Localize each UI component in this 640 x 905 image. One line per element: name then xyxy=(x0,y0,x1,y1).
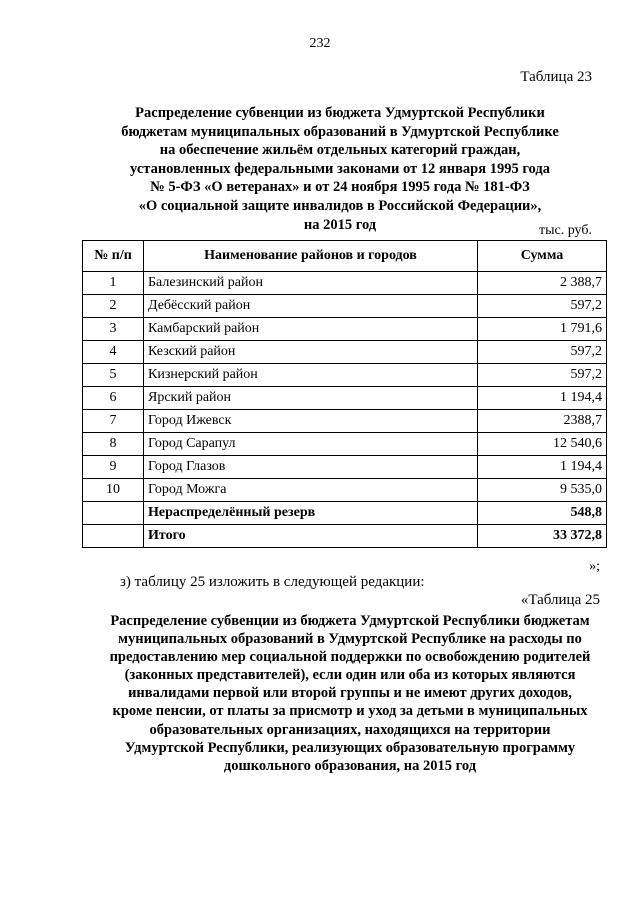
row-sum: 2388,7 xyxy=(478,410,607,433)
row-sum: 1 194,4 xyxy=(478,456,607,479)
closing-quote: »; xyxy=(589,559,600,574)
row-num-empty xyxy=(83,502,144,525)
header-sum: Сумма xyxy=(478,241,607,272)
row-num: 1 xyxy=(83,272,144,295)
row-sum: 2 388,7 xyxy=(478,272,607,295)
table-row xyxy=(83,387,607,410)
row-name: Город Сарапул xyxy=(144,433,478,456)
table-row xyxy=(83,318,607,341)
row-name: Город Можга xyxy=(144,479,478,502)
title2-line: образовательных организациях, находящихся на территории xyxy=(149,721,551,738)
row-sum: 597,2 xyxy=(478,364,607,387)
row-name: Камбарский район xyxy=(144,318,478,341)
table-row xyxy=(83,479,607,502)
table25-title xyxy=(80,612,620,775)
table-row xyxy=(83,364,607,387)
row-num: 7 xyxy=(83,410,144,433)
title-line: № 5-ФЗ «О ветеранах» и от 24 ноября 1995 года № 181-ФЗ xyxy=(150,179,530,196)
row-num-empty xyxy=(83,525,144,548)
header-name: Наименование районов и городов xyxy=(144,241,478,272)
subvention-table xyxy=(82,240,607,548)
table-header-row xyxy=(83,241,607,272)
row-sum: 1 194,4 xyxy=(478,387,607,410)
title2-line: предоставлению мер социальной поддержки по освобождению родителей xyxy=(109,649,591,666)
title2-line: Удмуртской Республики, реализующих образовательную программу xyxy=(124,739,576,756)
row-sum: 597,2 xyxy=(478,295,607,318)
title-line: на обеспечение жильём отдельных категорий граждан, xyxy=(159,142,521,159)
title-line: установленных федеральными законами от 12 января 1995 года xyxy=(130,160,550,177)
title-line: на 2015 год xyxy=(303,216,377,233)
row-name: Ярский район xyxy=(144,387,478,410)
row-name: Кезский район xyxy=(144,341,478,364)
row-num: 8 xyxy=(83,433,144,456)
title2-line: (законных представителей), если один или оба из которых являются xyxy=(124,667,576,684)
table-row xyxy=(83,433,607,456)
row-sum: 9 535,0 xyxy=(478,479,607,502)
row-name: Балезинский район xyxy=(144,272,478,295)
units-label: тыс. руб. xyxy=(539,223,592,238)
page-number: 232 xyxy=(309,36,331,51)
title2-line: Распределение субвенции из бюджета Удмуртской Республики бюджетам xyxy=(110,613,590,629)
table-label: Таблица 23 xyxy=(520,69,592,85)
document-title xyxy=(80,104,600,234)
row-num: 5 xyxy=(83,364,144,387)
title2-line: муниципальных образований в Удмуртской Республике на расходы по xyxy=(118,631,582,648)
title2-line: инвалидами первой или второй группы и не имеют других доходов, xyxy=(128,685,572,702)
table-row xyxy=(83,295,607,318)
reserve-sum: 548,8 xyxy=(478,502,607,525)
row-num: 6 xyxy=(83,387,144,410)
reserve-name: Нераспределённый резерв xyxy=(144,502,478,525)
title2-line: кроме пенсии, от платы за присмотр и уход за детьми в муниципальных xyxy=(112,703,588,720)
row-sum: 1 791,6 xyxy=(478,318,607,341)
row-num: 9 xyxy=(83,456,144,479)
reserve-row xyxy=(83,502,607,525)
table-row xyxy=(83,410,607,433)
row-num: 3 xyxy=(83,318,144,341)
title2-line: дошкольного образования, на 2015 год xyxy=(223,757,477,774)
row-name: Кизнерский район xyxy=(144,364,478,387)
table-row xyxy=(83,272,607,295)
row-name: Город Глазов xyxy=(144,456,478,479)
row-num: 4 xyxy=(83,341,144,364)
total-sum: 33 372,8 xyxy=(478,525,607,548)
table-row xyxy=(83,456,607,479)
row-num: 10 xyxy=(83,479,144,502)
header-num: № п/п xyxy=(83,241,144,272)
table-row xyxy=(83,341,607,364)
table25-label: «Таблица 25 xyxy=(520,592,600,608)
row-sum: 12 540,6 xyxy=(478,433,607,456)
title-line: Распределение субвенции из бюджета Удмуртской Республики xyxy=(135,105,545,121)
row-name: Город Ижевск xyxy=(144,410,478,433)
title-line: «О социальной защите инвалидов в Российской Федерации», xyxy=(138,197,542,214)
amendment-instruction: з) таблицу 25 изложить в следующей редакции: xyxy=(120,574,425,590)
row-sum: 597,2 xyxy=(478,341,607,364)
title-line: бюджетам муниципальных образований в Удмуртской Республике xyxy=(121,123,559,140)
row-num: 2 xyxy=(83,295,144,318)
total-row xyxy=(83,525,607,548)
total-name: Итого xyxy=(144,525,478,548)
row-name: Дебёсский район xyxy=(144,295,478,318)
